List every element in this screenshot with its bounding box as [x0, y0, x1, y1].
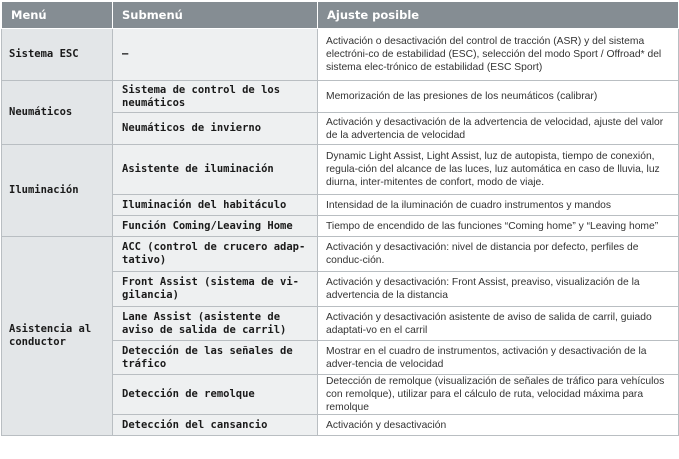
submenu-cell: Iluminación del habitáculo [113, 195, 318, 216]
setting-cell: Activación y desactivación: nivel de distancia por defecto, perfiles de conduc-ción. [318, 237, 679, 272]
submenu-cell: Sistema de control de los neumáticos [113, 81, 318, 113]
submenu-cell: Asistente de iluminación [113, 145, 318, 195]
setting-cell: Activación o desactivación del control de tracción (ASR) y del sistema electróni-co de estabilidad (ESC), selección del modo Sport / Offroad* del sistema elec-trónico de estabilidad (ESC Sport) [318, 29, 679, 81]
setting-cell: Detección de remolque (visualización de señales de tráfico para vehículos con remolque), utilizar para el cálculo de ruta, velocidad máxima para remolque [318, 375, 679, 415]
settings-table [1, 1, 679, 436]
menu-cell-asistencia: Asistencia al conductor [2, 237, 113, 436]
submenu-cell: Detección de las señales de tráfico [113, 341, 318, 375]
submenu-cell: Detección de remolque [113, 375, 318, 415]
menu-cell-sistema-esc: Sistema ESC [2, 29, 113, 81]
submenu-cell: Front Assist (sistema de vi-gilancia) [113, 272, 318, 307]
table-row [2, 237, 679, 272]
submenu-cell: – [113, 29, 318, 81]
submenu-cell: ACC (control de crucero adap-tativo) [113, 237, 318, 272]
setting-cell: Dynamic Light Assist, Light Assist, luz de autopista, tiempo de conexión, regula-ción del alcance de las luces, luz automática en caso de lluvia, luz diurna, inter-mitentes de confort, modo de viaje. [318, 145, 679, 195]
setting-cell: Activación y desactivación de la advertencia de velocidad, ajuste del valor de la advertencia de velocidad [318, 113, 679, 145]
setting-cell: Mostrar en el cuadro de instrumentos, activación y desactivación de la adver-tencia de velocidad [318, 341, 679, 375]
submenu-cell: Neumáticos de invierno [113, 113, 318, 145]
menu-cell-iluminacion: Iluminación [2, 145, 113, 237]
submenu-cell: Función Coming/Leaving Home [113, 216, 318, 237]
submenu-cell: Detección del cansancio [113, 415, 318, 436]
header-submenu: Submenú [113, 2, 318, 29]
table-row [2, 81, 679, 113]
header-row [2, 2, 679, 29]
header-menu: Menú [2, 2, 113, 29]
table-row [2, 29, 679, 81]
setting-cell: Activación y desactivación [318, 415, 679, 436]
submenu-cell: Lane Assist (asistente de aviso de salida de carril) [113, 307, 318, 341]
setting-cell: Activación y desactivación: Front Assist, preaviso, visualización de la advertencia de la distancia [318, 272, 679, 307]
setting-cell: Memorización de las presiones de los neumáticos (calibrar) [318, 81, 679, 113]
table-row [2, 145, 679, 195]
setting-cell: Intensidad de la iluminación de cuadro instrumentos y mandos [318, 195, 679, 216]
header-setting: Ajuste posible [318, 2, 679, 29]
menu-cell-neumaticos: Neumáticos [2, 81, 113, 145]
setting-cell: Tiempo de encendido de las funciones “Coming home” y “Leaving home” [318, 216, 679, 237]
setting-cell: Activación y desactivación asistente de aviso de salida de carril, guiado adaptati-vo en el carril [318, 307, 679, 341]
